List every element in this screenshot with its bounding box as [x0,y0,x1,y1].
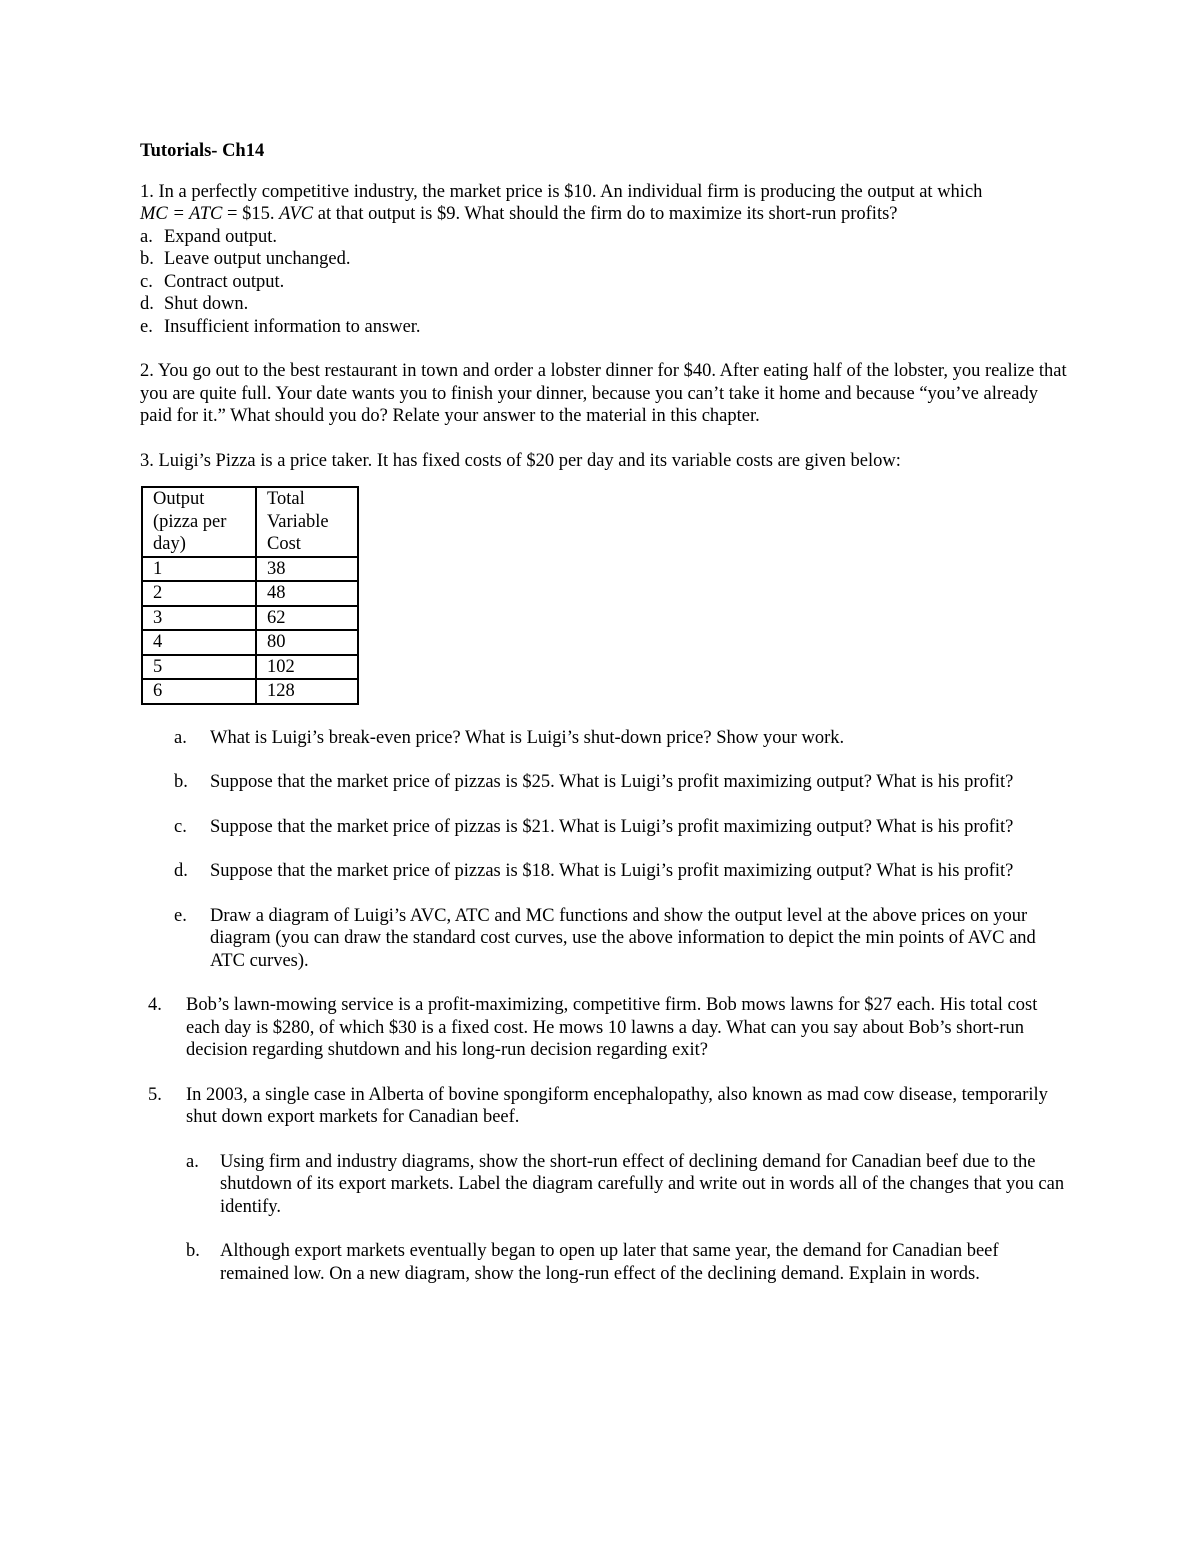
part-label: a. [174,727,187,748]
question-5-text: In 2003, a single case in Alberta of bovine spongiform encephalopathy, also known as mad cow disease, temporarily shut down export markets for Canadian beef. [186,1084,1048,1127]
question-1-line-2 [140,203,1070,226]
part-text: Draw a diagram of Luigi’s AVC, ATC and MC functions and show the output level at the above prices on your diagram (you can draw the standard cost curves, use the above information to depict the min points of AVC and ATC curves). [210,905,1036,971]
cell-tvc: 102 [256,655,358,680]
table-row [142,606,358,631]
table-row [142,655,358,680]
cell-tvc: 80 [256,630,358,655]
part-text: Although export markets eventually began to open up later that same year, the demand for Canadian beef remained low. On a new diagram, show the long-run effect of the declining demand. Explain in words. [220,1241,999,1284]
table-row [142,679,358,704]
header-line: Output [153,489,205,509]
question-2 [140,360,1070,428]
question-3-part-d [140,860,1070,883]
header-line: (pizza per [153,511,227,532]
question-3-part-c [140,816,1070,839]
option-label: c. [140,271,153,292]
question-1-mid: = $15. [222,204,280,224]
option-text: Shut down. [164,294,249,314]
question-5 [140,1084,1070,1129]
question-1-rest: at that output is $9. What should the firm do to maximize its short-run profits? [313,204,898,224]
header-line: day) [153,534,186,554]
part-label: b. [174,772,188,792]
question-3-intro: 3. Luigi’s Pizza is a price taker. It has fixed costs of $20 per day and its variable costs are given below: [140,450,901,471]
option-label: a. [140,226,153,247]
question-number: 4. [148,995,162,1015]
table-row [142,581,358,606]
cell-output: 2 [142,581,256,606]
option-text: Leave output unchanged. [164,249,351,269]
math-avc: AVC [279,204,314,224]
math-mc-atc: MC = ATC [140,204,223,224]
table-row [142,557,358,582]
header-line: Total [267,489,305,509]
question-4 [140,994,1070,1062]
part-label: d. [174,861,188,881]
cell-tvc: 48 [256,581,358,606]
option-e [140,316,1070,339]
option-label: e. [140,316,153,337]
part-label: c. [174,816,187,837]
cost-table [141,486,359,705]
cell-tvc: 38 [256,557,358,582]
option-d [140,293,1070,316]
part-label: a. [186,1151,199,1172]
part-text: Suppose that the market price of pizzas is $25. What is Luigi’s profit maximizing output? What is his profit? [210,772,1014,792]
document-page [140,140,1070,1307]
question-5-part-a [140,1151,1070,1219]
question-1 [140,181,1070,339]
question-number: 5. [148,1084,162,1105]
question-3-part-e [140,905,1070,973]
option-text: Contract output. [164,271,285,292]
question-5-part-b [140,1240,1070,1285]
cell-output: 3 [142,606,256,631]
cell-output: 6 [142,679,256,704]
table-row [142,630,358,655]
header-output [142,487,256,557]
question-3 [140,450,1070,973]
header-tvc [256,487,358,557]
header-line: Variable [267,511,329,532]
cell-output: 5 [142,655,256,680]
header-line: Cost [267,534,301,554]
part-text: Suppose that the market price of pizzas is $21. What is Luigi’s profit maximizing output? What is his profit? [210,816,1014,837]
question-2-text: 2. You go out to the best restaurant in town and order a lobster dinner for $40. After eating half of the lobster, you realize that you are quite full. Your date wants you to finish your dinner, because you can’t take it home and because “you’ve already paid for it.” What should you do? Relate your answer to the material in this chapter. [140,361,1067,426]
option-text: Insufficient information to answer. [164,316,421,337]
table-header-row [142,487,358,557]
part-label: b. [186,1241,200,1261]
option-label: d. [140,294,154,314]
cell-tvc: 62 [256,606,358,631]
question-3-part-a [140,727,1070,750]
part-text: Suppose that the market price of pizzas is $18. What is Luigi’s profit maximizing output? What is his profit? [210,861,1014,881]
cell-tvc: 128 [256,679,358,704]
option-c [140,271,1070,294]
part-label: e. [174,905,187,926]
cell-output: 1 [142,557,256,582]
question-4-text: Bob’s lawn-mowing service is a profit-maximizing, competitive firm. Bob mows lawns for $27 each. His total cost each day is $280, of which $30 is a fixed cost. He mows 10 lawns a day. What can you say about Bob’s short-run decision regarding shutdown and his long-run decision regarding exit? [186,995,1038,1060]
option-a [140,226,1070,249]
option-label: b. [140,249,154,269]
cell-output: 4 [142,630,256,655]
option-b [140,248,1070,271]
question-3-part-b [140,771,1070,794]
part-text: What is Luigi’s break-even price? What is Luigi’s shut-down price? Show your work. [210,727,845,748]
question-1-line-1: 1. In a perfectly competitive industry, the market price is $10. An individual firm is producing the output at which [140,181,983,202]
option-text: Expand output. [164,226,278,247]
part-text: Using firm and industry diagrams, show the short-run effect of declining demand for Canadian beef due to the shutdown of its export markets. Label the diagram carefully and write out in words all of the changes that you can identify. [220,1151,1065,1217]
document-title: Tutorials- Ch14 [140,141,265,161]
